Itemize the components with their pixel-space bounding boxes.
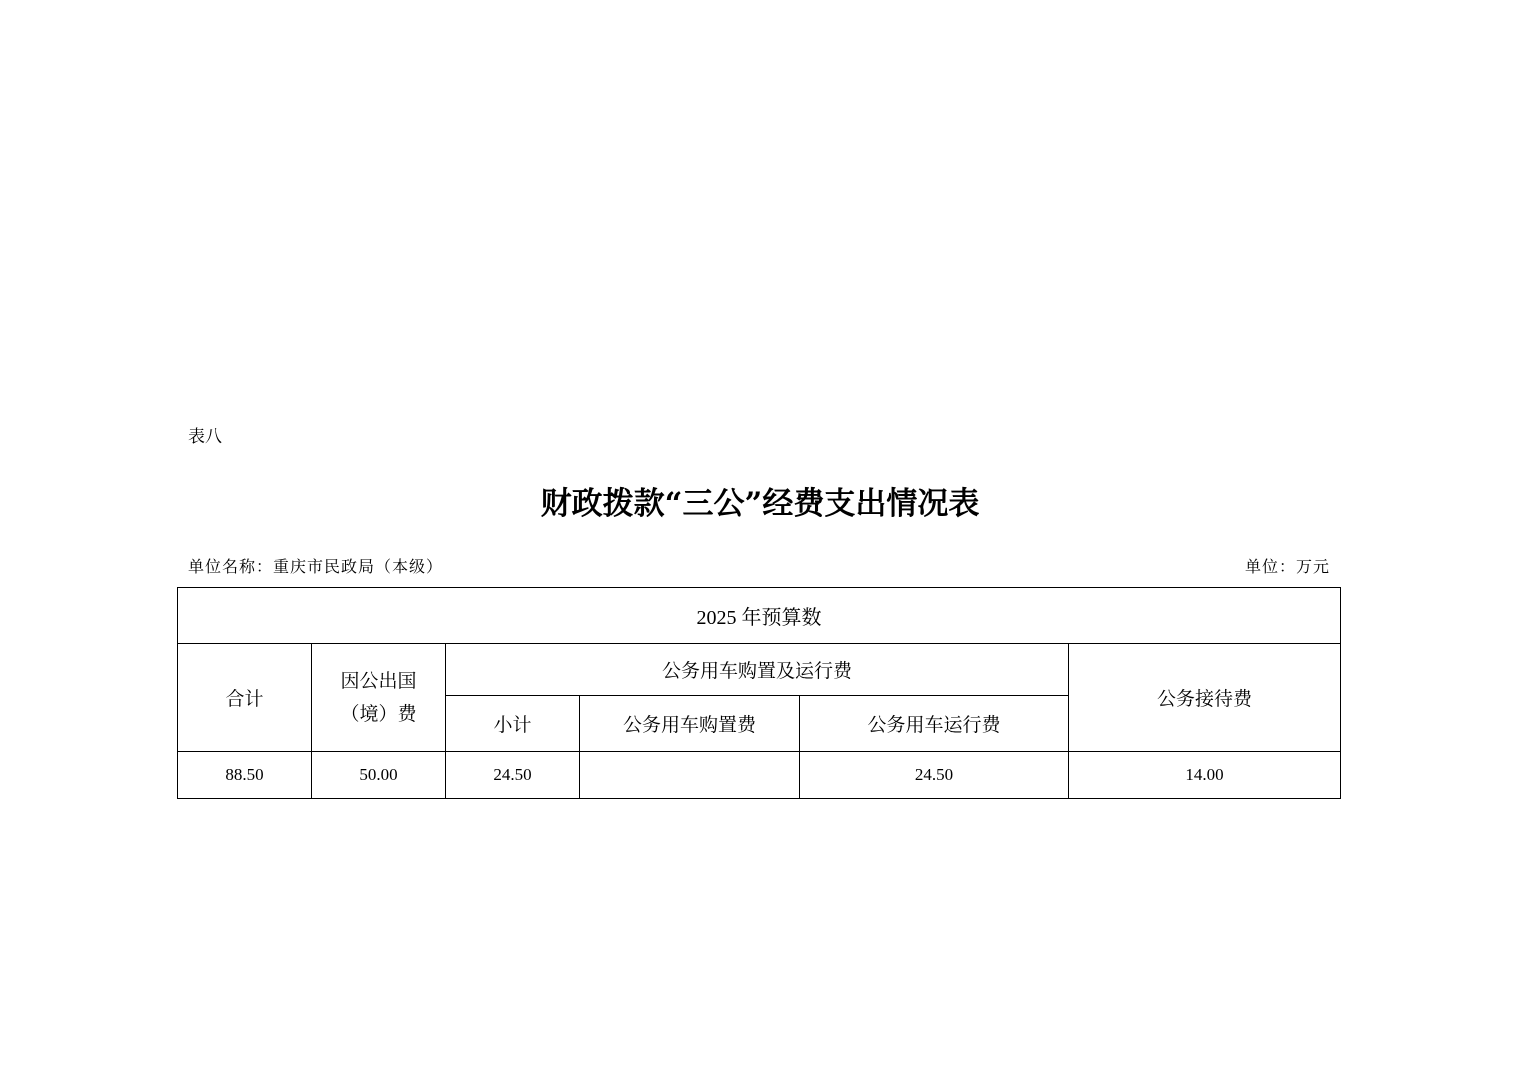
cell-vehicle-operation: 24.50 xyxy=(800,752,1069,799)
table-header-row xyxy=(178,588,1341,644)
unit-name-label: 单位名称：重庆市民政局（本级） xyxy=(188,557,444,576)
header-vehicle-subtotal: 小计 xyxy=(446,696,580,752)
cell-total: 88.50 xyxy=(178,752,312,799)
header-vehicle-group: 公务用车购置及运行费 xyxy=(446,644,1069,696)
budget-table xyxy=(177,587,1341,799)
header-reception: 公务接待费 xyxy=(1069,644,1341,752)
cell-reception: 14.00 xyxy=(1069,752,1341,799)
header-abroad xyxy=(312,644,446,752)
currency-unit-label: 单位：万元 xyxy=(1244,557,1330,576)
header-vehicle-purchase: 公务用车购置费 xyxy=(580,696,800,752)
cell-abroad: 50.00 xyxy=(312,752,446,799)
header-abroad-line2: （境）费 xyxy=(340,702,417,725)
cell-vehicle-purchase xyxy=(580,752,800,799)
header-vehicle-operation: 公务用车运行费 xyxy=(800,696,1069,752)
table-number: 表八 xyxy=(188,427,222,447)
page-title: 财政拨款“三公”经费支出情况表 xyxy=(540,486,980,522)
table-header-row xyxy=(178,644,1341,696)
year-header: 2025 年预算数 xyxy=(178,588,1341,644)
table-row xyxy=(178,752,1341,799)
cell-vehicle-subtotal: 24.50 xyxy=(446,752,580,799)
header-total: 合计 xyxy=(178,644,312,752)
header-abroad-line1: 因公出国 xyxy=(340,669,417,692)
